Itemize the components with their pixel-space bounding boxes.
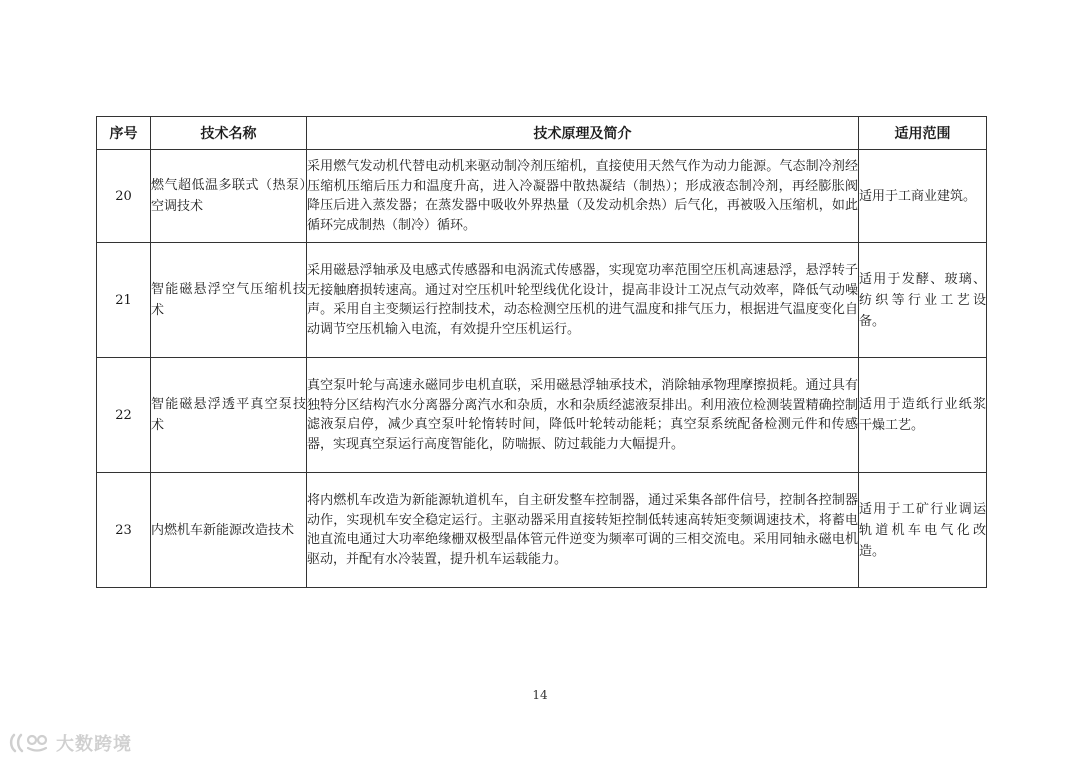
technology-description: 将内燃机车改造为新能源轨道机车，自主研发整车控制器，通过采集各部件信号，控制各控制器动作，实现机车安全稳定运行。主驱动器采用直接转矩控制低转速高转矩变频调速技术，将蓄电池直流电通过大功率绝缘栅双极型晶体管元件逆变为频率可调的三相交流电。采用同轴永磁电机驱动，并配有水冷装置，提升机车运载能力。 xyxy=(307,473,859,588)
watermark xyxy=(8,728,132,758)
application-scope: 适用于工商业建筑。 xyxy=(859,150,987,243)
page-number: 14 xyxy=(532,688,548,702)
technology-description: 采用燃气发动机代替电动机来驱动制冷剂压缩机，直接使用天然气作为动力能源。气态制冷剂经压缩机压缩后压力和温度升高，进入冷凝器中散热凝结（制热）；形成液态制冷剂，再经膨胀阀降压后进入蒸发器；在蒸发器中吸收外界热量（及发动机余热）后气化，再被吸入压缩机，如此循环完成制热（制冷）循环。 xyxy=(307,150,859,243)
header-desc: 技术原理及简介 xyxy=(307,117,859,150)
table-row xyxy=(97,243,987,358)
technology-name: 燃气超低温多联式（热泵）空调技术 xyxy=(151,150,307,243)
table-row xyxy=(97,358,987,473)
technology-description: 真空泵叶轮与高速永磁同步电机直联，采用磁悬浮轴承技术，消除轴承物理摩擦损耗。通过具有独特分区结构汽水分离器分离汽水和杂质，水和杂质经滤液泵排出。利用液位检测装置精确控制滤液泵启停，减少真空泵叶轮惰转时间，降低叶轮转动能耗；真空泵系统配备检测元件和传感器，实现真空泵运行高度智能化，防喘振、防过载能力大幅提升。 xyxy=(307,358,859,473)
table-row xyxy=(97,473,987,588)
technology-description: 采用磁悬浮轴承及电感式传感器和电涡流式传感器，实现宽功率范围空压机高速悬浮，悬浮转子无接触磨损转速高。通过对空压机叶轮型线优化设计，提高非设计工况点气动效率，降低气动噪声。采用自主变频运行控制技术，动态检测空压机的进气温度和排气压力，根据进气温度变化自动调节空压机输入电流，有效提升空压机运行。 xyxy=(307,243,859,358)
header-scope: 适用范围 xyxy=(859,117,987,150)
technology-name: 智能磁悬浮透平真空泵技术 xyxy=(151,358,307,473)
table-row xyxy=(97,150,987,243)
watermark-text: 大数跨境 xyxy=(56,734,132,755)
application-scope: 适用于发酵、玻璃、纺织等行业工艺设备。 xyxy=(859,243,987,358)
application-scope: 适用于造纸行业纸浆干燥工艺。 xyxy=(859,358,987,473)
technology-name: 智能磁悬浮空气压缩机技术 xyxy=(151,243,307,358)
technology-table xyxy=(96,116,987,588)
header-name: 技术名称 xyxy=(151,117,307,150)
row-number: 21 xyxy=(97,243,151,358)
technology-name: 内燃机车新能源改造技术 xyxy=(151,473,307,588)
row-number: 22 xyxy=(97,358,151,473)
header-num: 序号 xyxy=(97,117,151,150)
table-header-row xyxy=(97,117,987,150)
row-number: 20 xyxy=(97,150,151,243)
row-number: 23 xyxy=(97,473,151,588)
brand-logo-icon xyxy=(8,731,52,755)
application-scope: 适用于工矿行业调运轨道机车电气化改造。 xyxy=(859,473,987,588)
